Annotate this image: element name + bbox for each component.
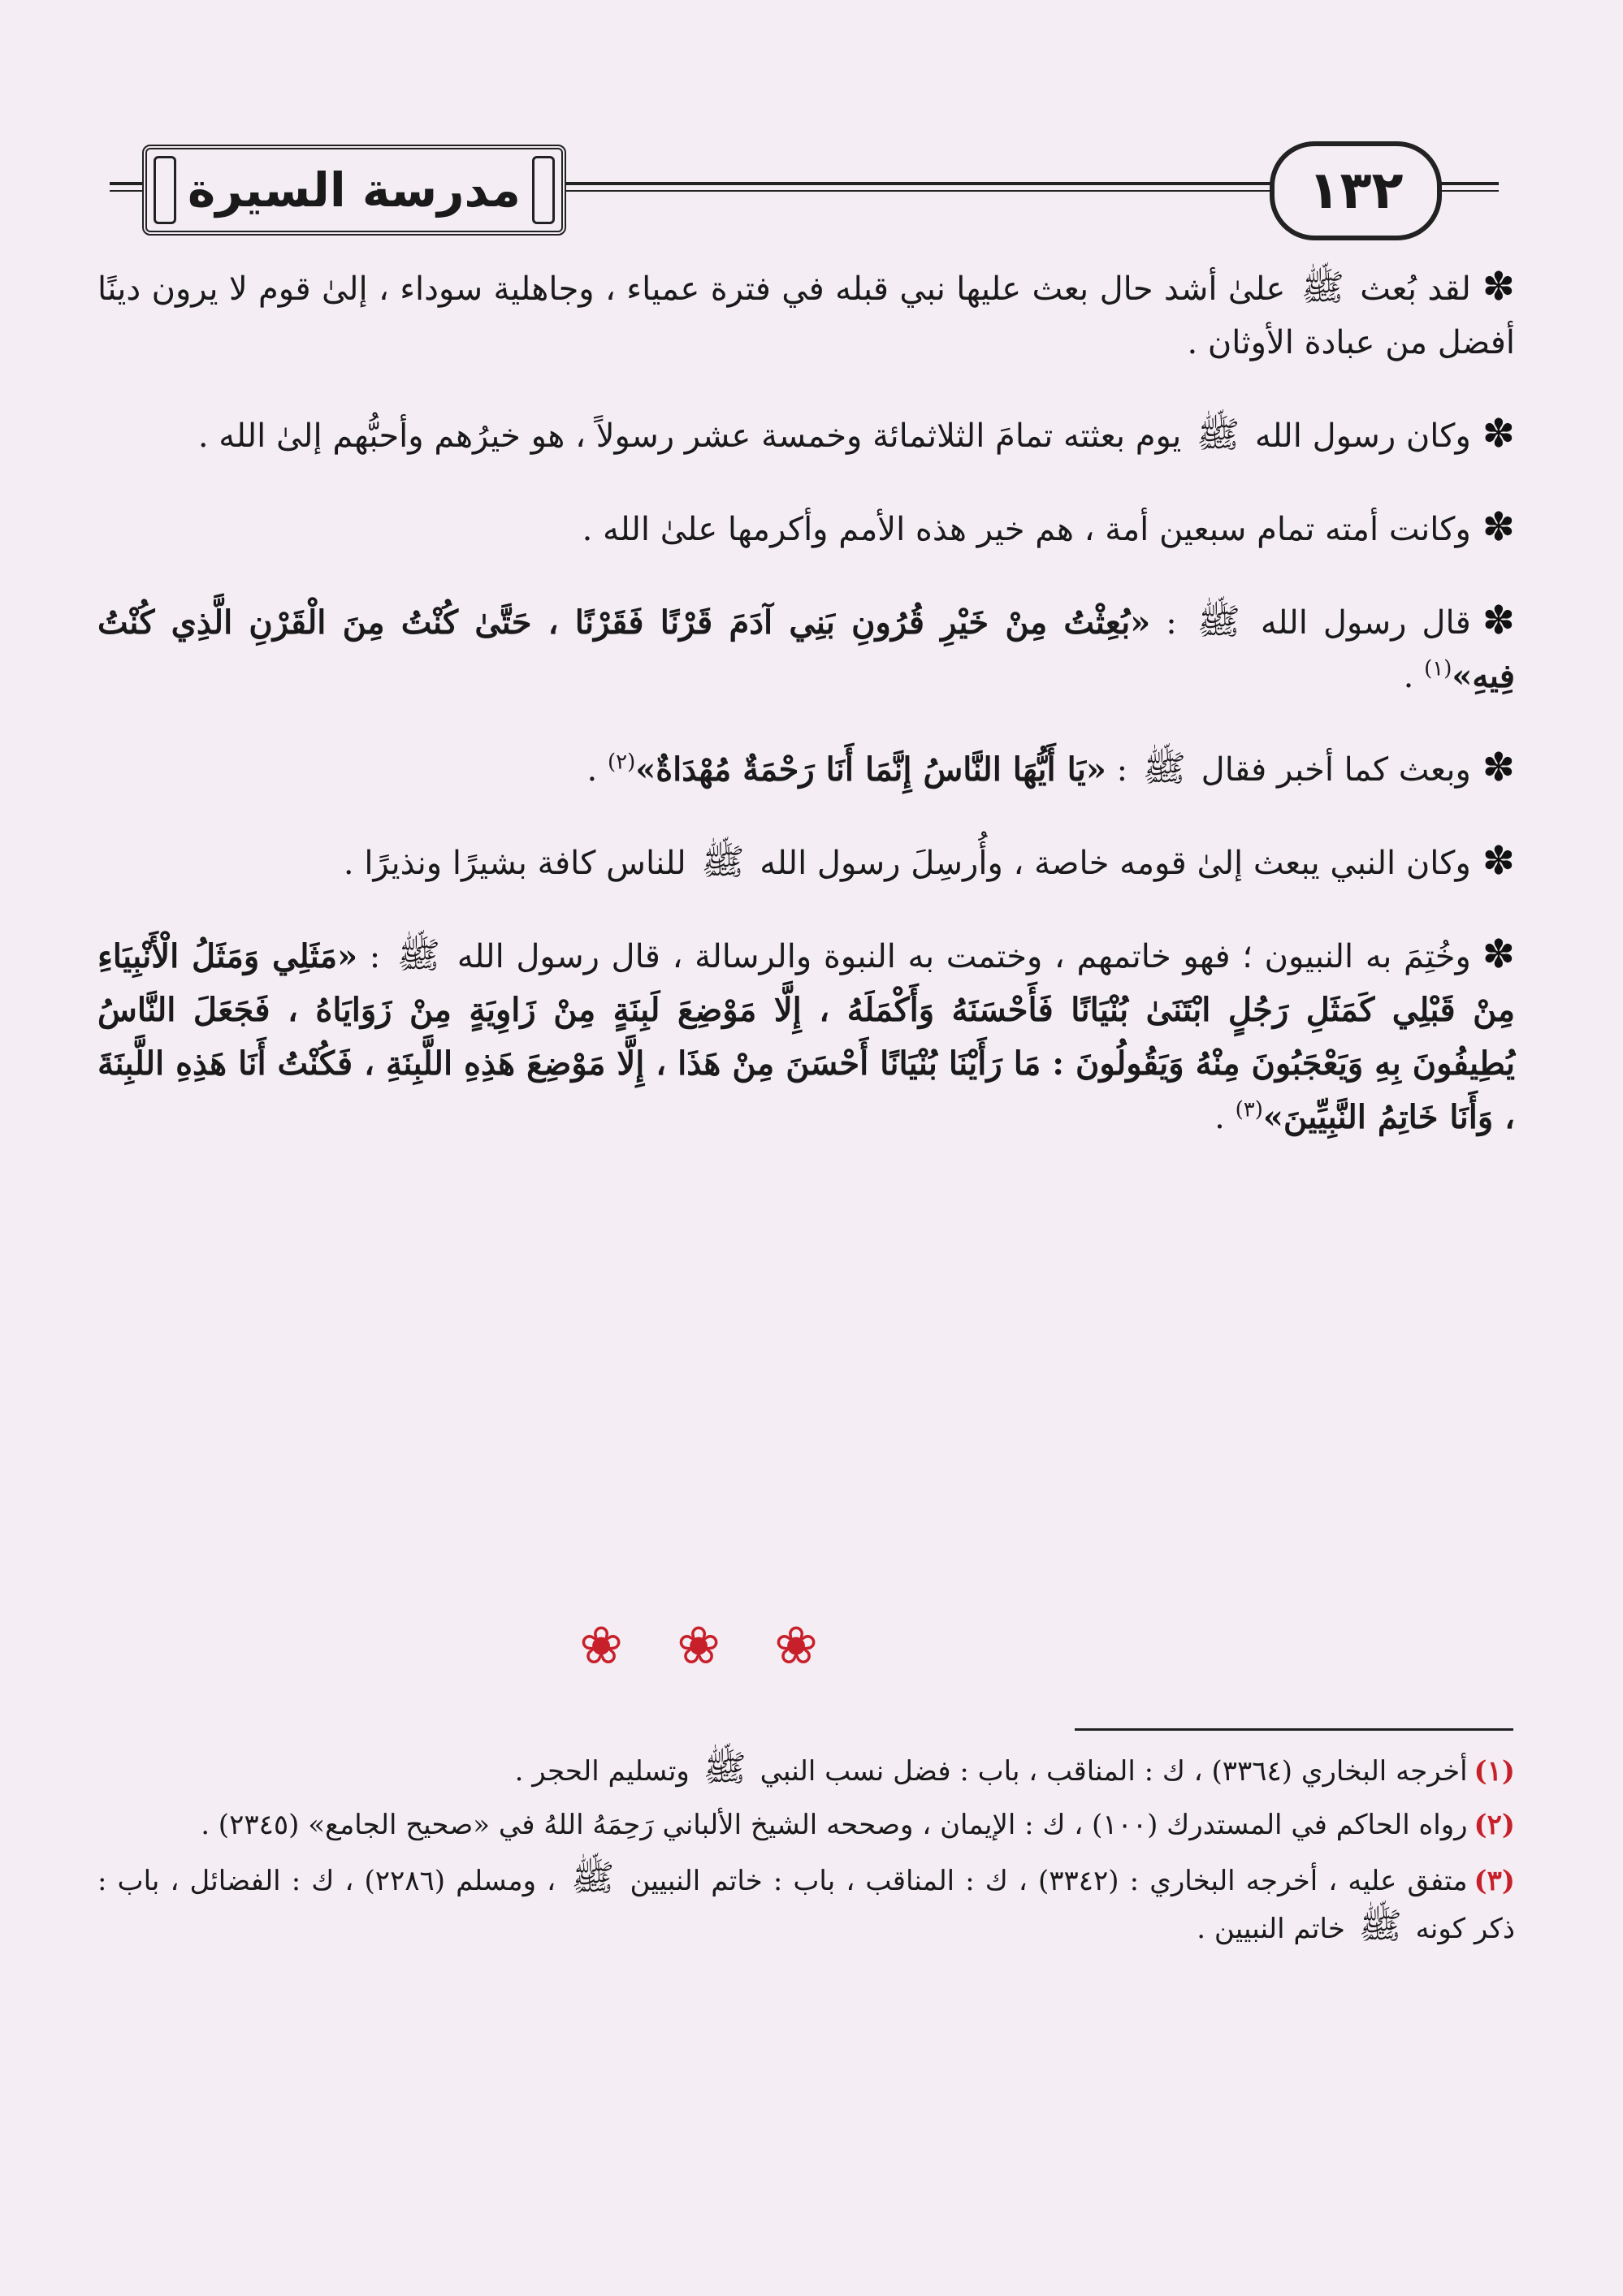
footnote-ref[interactable]: (٣): [1235, 1097, 1263, 1122]
paragraph-text: وكان النبي يبعث إلىٰ قومه خاصة ، وأُرسِلَ رسول الله: [749, 845, 1471, 882]
salawat-icon: ﷺ: [396, 935, 441, 976]
paragraph-text: :: [1150, 604, 1192, 642]
salawat-icon: ﷺ: [1301, 267, 1344, 309]
bullet-icon: ✽: [1482, 838, 1515, 884]
salawat-icon: ﷺ: [1358, 1905, 1402, 1947]
footnote-2: [97, 1802, 1515, 1848]
paragraph-text: :: [357, 938, 392, 975]
paragraph-text: للناس كافة بشيرًا ونذيرًا .: [343, 845, 697, 882]
paragraph-4: [97, 594, 1515, 703]
paragraph-text: .: [1403, 658, 1425, 695]
footnote-text: خاتم النبيين .: [1197, 1913, 1354, 1945]
paragraph-text: لقد بُعث: [1348, 270, 1471, 308]
paragraph-3: [97, 500, 1515, 556]
paragraph-text: :: [1106, 751, 1138, 789]
paragraph-7: [97, 927, 1515, 1144]
paragraph-text: وكان رسول الله: [1244, 417, 1471, 455]
footnote-separator: [1075, 1728, 1513, 1731]
paragraph-text: قال رسول الله: [1244, 604, 1471, 642]
footnote-text: متفق عليه ، أخرجه البخاري : (٣٣٤٢) ، ك : المناقب ، باب : خاتم النبيين: [619, 1865, 1468, 1897]
hadith-quote: «بُعِثْتُ مِنْ خَيْرِ قُرُونِ بَنِي آدَمَ قَرْنًا فَقَرْنًا ، حَتَّىٰ كُنْتُ مِنَ الْقَرْنِ الَّذِي كُنْتُ فِيهِ»: [97, 603, 1515, 695]
paragraph-text: يوم بعثته تمامَ الثلاثمائة وخمسة عشر رسولاً ، هو خيرُهم وأحبُّهم إلىٰ الله .: [197, 417, 1192, 455]
bullet-icon: ✽: [1482, 745, 1515, 790]
book-title-frame: [142, 145, 566, 236]
flower-ornament-icon: ❀: [579, 1616, 623, 1676]
page-number-frame: [1270, 141, 1442, 240]
paragraph-2: [97, 407, 1515, 463]
salawat-icon: ﷺ: [1197, 601, 1240, 642]
paragraph-text: وخُتِمَ به النبيون ؛ فهو خاتمهم ، وختمت به النبوة والرسالة ، قال رسول الله: [445, 938, 1471, 975]
bullet-icon: ✽: [1482, 932, 1515, 977]
page-number: ١٣٢: [1308, 161, 1404, 221]
body-text: [97, 260, 1515, 1182]
hadith-quote: «مَثَلِي وَمَثَلُ الْأَنْبِيَاءِ مِنْ قَبْلِي كَمَثَلِ رَجُلٍ ابْتَنَىٰ بُنْيَانًا فَأَحْسَنَهُ وَأَكْمَلَهُ ، إِلَّا مَوْضِعَ لَبِنَةٍ مِنْ زَاوِيَةٍ مِنْ زَوَايَاهُ ، فَجَعَلَ النَّاسُ يُطِيفُونَ بِهِ وَيَعْجَبُونَ مِنْهُ وَيَقُولُونَ : مَا رَأَيْنَا بُنْيَانًا أَحْسَنَ مِنْ هَذَا ، إِلَّا مَوْضِعَ هَذِهِ اللَّبِنَةِ ، فَكُنْتُ أَنَا هَذِهِ اللَّبِنَةَ ، وَأَنَا خَاتِمُ النَّبِيِّينَ»: [97, 937, 1515, 1136]
footnote-text: وتسليم الحجر .: [514, 1755, 699, 1788]
paragraph-text: وكانت أمته تمام سبعين أمة ، هم خير هذه الأمم وأكرمها علىٰ الله .: [582, 511, 1471, 548]
salawat-icon: ﷺ: [1197, 414, 1240, 456]
flower-ornament-icon: ❀: [677, 1616, 721, 1676]
paragraph-text: .: [586, 751, 608, 789]
hadith-quote: «يَا أَيُّهَا النَّاسُ إِنَّمَا أَنَا رَحْمَةٌ مُهْدَاةٌ»: [635, 750, 1106, 789]
footnote-text: رواه الحاكم في المستدرك (١٠٠) ، ك : الإيمان ، وصححه الشيخ الألباني رَحِمَهُ اللهُ في «صحيح الجامع» (٢٣٤٥) .: [201, 1809, 1468, 1841]
salawat-icon: ﷺ: [703, 1748, 747, 1789]
paragraph-text: .: [1214, 1099, 1236, 1136]
section-ornament: [569, 1615, 829, 1680]
salawat-icon: ﷺ: [571, 1857, 615, 1899]
book-title: مدرسة السيرة: [188, 162, 521, 218]
paragraph-text: وبعث كما أخبر فقال: [1190, 751, 1471, 789]
footnote-number: (٣): [1474, 1865, 1515, 1897]
footnote-ref[interactable]: (١): [1424, 656, 1452, 681]
bullet-icon: ✽: [1482, 411, 1515, 456]
footnote-text: ، ومسلم (٢٢٨٦) ، ك : الفضائل ، باب : ذكر كونه: [97, 1865, 1515, 1945]
bullet-icon: ✽: [1482, 598, 1516, 643]
footnote-number: (١): [1474, 1755, 1515, 1788]
footnote-3: [97, 1856, 1515, 1952]
paragraph-1: [97, 260, 1515, 370]
paragraph-5: [97, 741, 1515, 797]
salawat-icon: ﷺ: [1142, 748, 1186, 789]
paragraph-text: علىٰ أشد حال بعث عليها نبي قبله في فترة عمياء ، وجاهلية سوداء ، إلىٰ قوم لا يرون دينًا أفضل من عبادة الأوثان .: [97, 270, 1515, 361]
footnote-text: أخرجه البخاري (٣٣٦٤) ، ك : المناقب ، باب : فضل نسب النبي: [751, 1755, 1468, 1788]
flower-ornament-icon: ❀: [774, 1616, 818, 1676]
footnote-number: (٢): [1474, 1809, 1515, 1841]
footnotes: [97, 1746, 1515, 1960]
bullet-icon: ✽: [1482, 504, 1515, 550]
footnote-1: [97, 1746, 1515, 1794]
salawat-icon: ﷺ: [701, 841, 745, 883]
footnote-ref[interactable]: (٢): [607, 750, 636, 775]
page-header: [110, 130, 1499, 244]
paragraph-6: [97, 834, 1515, 890]
bullet-icon: ✽: [1482, 264, 1515, 309]
